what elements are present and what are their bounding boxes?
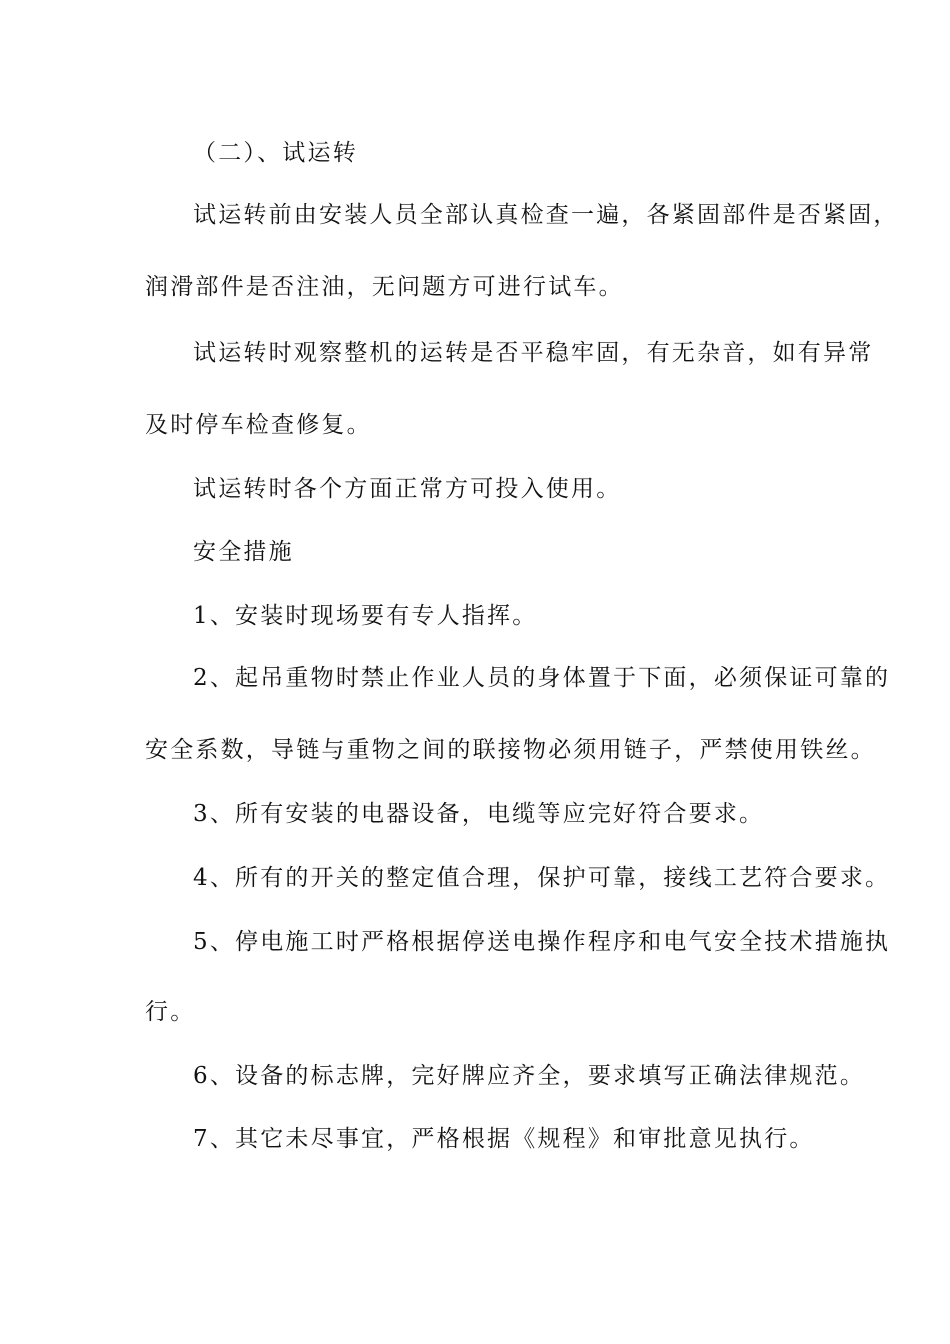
section-heading: （二）、试运转	[193, 140, 358, 166]
paragraph-line: 及时停车检查修复。	[145, 412, 372, 438]
safety-item: 1、安装时现场要有专人指挥。	[193, 603, 538, 629]
paragraph-line: 试运转时观察整机的运转是否平稳牢固，有无杂音，如有异常	[193, 340, 874, 366]
safety-item: 4、所有的开关的整定值合理，保护可靠，接线工艺符合要求。	[193, 865, 891, 891]
paragraph-line: 润滑部件是否注油，无问题方可进行试车。	[145, 274, 624, 300]
safety-item: 7、其它未尽事宜，严格根据《规程》和审批意见执行。	[193, 1126, 815, 1152]
safety-item: 2、起吊重物时禁止作业人员的身体置于下面，必须保证可靠的	[193, 665, 891, 691]
safety-item-continuation: 安全系数，导链与重物之间的联接物必须用链子，严禁使用铁丝。	[145, 737, 876, 763]
safety-item-continuation: 行。	[145, 999, 196, 1025]
paragraph-line: 试运转前由安装人员全部认真检查一遍，各紧固部件是否紧固，	[193, 202, 899, 228]
safety-item: 5、停电施工时严格根据停送电操作程序和电气安全技术措施执	[193, 929, 891, 955]
safety-item: 6、设备的标志牌，完好牌应齐全，要求填写正确法律规范。	[193, 1063, 866, 1089]
paragraph-line: 试运转时各个方面正常方可投入使用。	[193, 476, 622, 502]
safety-heading: 安全措施	[193, 539, 294, 565]
safety-item: 3、所有安装的电器设备，电缆等应完好符合要求。	[193, 801, 765, 827]
